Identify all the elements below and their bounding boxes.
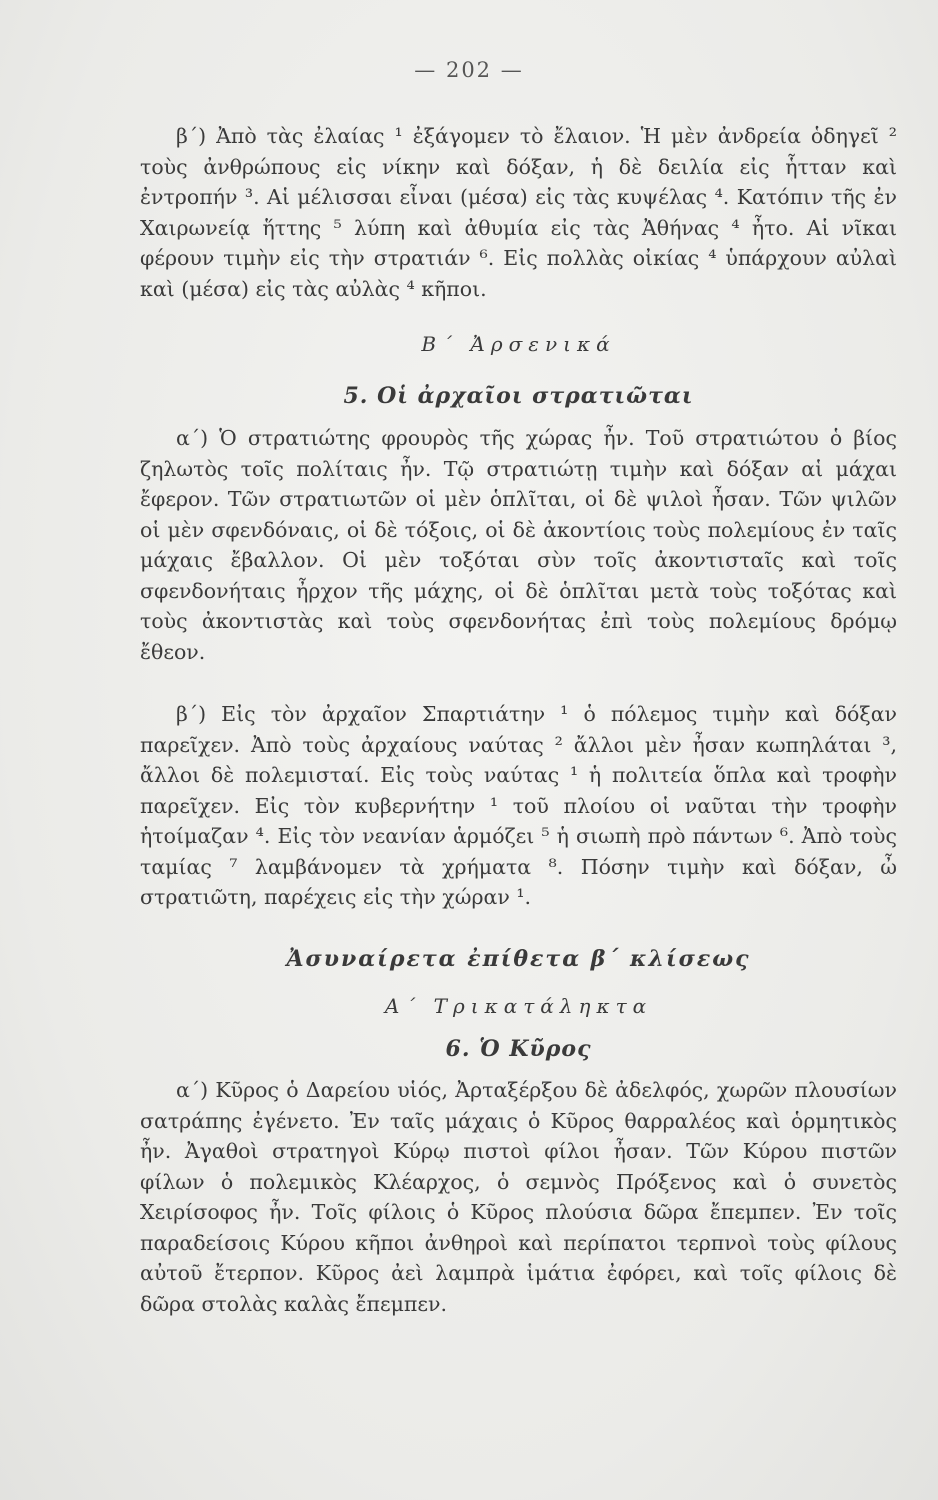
paragraph-6a: α΄) Κῦρος ὁ Δαρείου υἱός, Ἀρταξέρξου δὲ ἀδελφός, χωρῶν πλουσίων σατράπης ἐγένετο. Ἐν ταῖς μάχαις ὁ Κῦρος θαρραλέος καὶ ὁρμητικὸς ἦν. Ἀγαθοὶ στρατηγοὶ Κύρῳ πιστοὶ φίλοι ἦσαν. Τῶν Κύρου πιστῶν φίλων ὁ πολεμικὸς Κλέαρχος, ὁ σεμνὸς Πρόξενος καὶ ὁ συνετὸς Χειρίσοφος ἦν. Τοῖς φίλοις ὁ Κῦρος πλούσια δῶρα ἔπεμπεν. Ἐν τοῖς παραδείσοις Κύρου κῆποι ἀνθηροὶ καὶ περίπατοι τερπνοὶ τοὺς φίλους αὐτοῦ ἔτερπον. Κῦρος ἀεὶ λαμπρὰ ἱμάτια ἐφόρει, καὶ τοῖς φίλοις δὲ δῶρα στολὰς καλὰς ἔπεμπεν.	[140, 1078, 897, 1316]
section-heading-trikatalikta: Α΄ Τρικατάληκτα	[384, 994, 653, 1018]
paragraph-5b: β΄) Εἰς τὸν ἀρχαῖον Σπαρτιάτην ¹ ὁ πόλεμος τιμὴν καὶ δόξαν παρεῖχεν. Ἀπὸ τοὺς ἀρχαίους ναύτας ² ἄλλοι μὲν ἦσαν κωπηλάται ³, ἄλλοι δὲ πολεμισταί. Εἰς τοὺς ναύτας ¹ ἡ πολιτεία ὅπλα καὶ τροφὴν παρεῖχεν. Εἰς τὸν κυβερνήτην ¹ τοῦ πλοίου οἱ ναῦται τὴν τροφὴν ἡτοίμαζαν ⁴. Εἰς τὸν νεανίαν ἁρμόζει ⁵ ἡ σιωπὴ πρὸ πάντων ⁶. Ἀπὸ τοὺς ταμίας ⁷ λαμβάνομεν τὰ χρήματα ⁸. Πόσην τιμὴν καὶ δόξαν, ὦ στρατιῶτη, παρέχεις εἰς τὴν χώραν ¹.	[140, 702, 897, 909]
section-heading-asynaireta: Ἀσυναίρετα ἐπίθετα β΄ κλίσεως	[286, 946, 751, 972]
lesson-5-title: 5. Οἱ ἀρχαῖοι στρατιῶται	[343, 383, 694, 409]
page-number: — 202 —	[414, 58, 524, 82]
paragraph-5a: α΄) Ὁ στρατιώτης φρουρὸς τῆς χώρας ἦν. Τοῦ στρατιώτου ὁ βίος ζηλωτὸς τοῖς πολίταις ἦν. Τῷ στρατιώτῃ τιμὴν καὶ δόξαν αἱ μάχαι ἔφερον. Τῶν στρατιωτῶν οἱ μὲν ὁπλῖται, οἱ δὲ ψιλοὶ ἦσαν. Τῶν ψιλῶν οἱ μὲν σφενδόναις, οἱ δὲ τόξοις, οἱ δὲ ἀκοντίοις τοὺς πολεμίους ἐν ταῖς μάχαις ἔβαλλον. Οἱ μὲν τοξόται σὺν τοῖς ἀκοντισταῖς καὶ τοῖς σφενδονήταις ἦρχον τῆς μάχης, οἱ δὲ ὁπλῖται μετὰ τοὺς τοξότας καὶ τοὺς ἀκοντιστὰς καὶ τοὺς σφενδονήτας ἐπὶ τοὺς πολεμίους δρόμῳ ἔθεον.	[140, 426, 897, 664]
paragraph-elaion: β΄) Ἀπὸ τὰς ἐλαίας ¹ ἐξάγομεν τὸ ἔλαιον. Ἡ μὲν ἀνδρεία ὁδηγεῖ ² τοὺς ἀνθρώπους εἰς νίκην καὶ δόξαν, ἡ δὲ δειλία εἰς ἧτταν καὶ ἐντροπήν ³. Αἱ μέλισσαι εἶναι (μέσα) εἰς τὰς κυψέλας ⁴. Κατόπιν τῆς ἐν Χαιρωνείᾳ ἥττης ⁵ λύπη καὶ ἀθυμία εἰς τὰς Ἀθήνας ⁴ ἦτο. Αἱ νῖκαι φέρουν τιμὴν εἰς τὴν στρατιάν ⁶. Εἰς πολλὰς οἰκίας ⁴ ὑπάρχουν αὐλαὶ καὶ (μέσα) εἰς τὰς αὐλὰς ⁴ κῆποι.	[140, 124, 897, 301]
section-heading-arsenika: Β΄ Ἀρσενικά	[421, 332, 616, 356]
lesson-6-title: 6. Ὁ Κῦρος	[445, 1036, 592, 1062]
